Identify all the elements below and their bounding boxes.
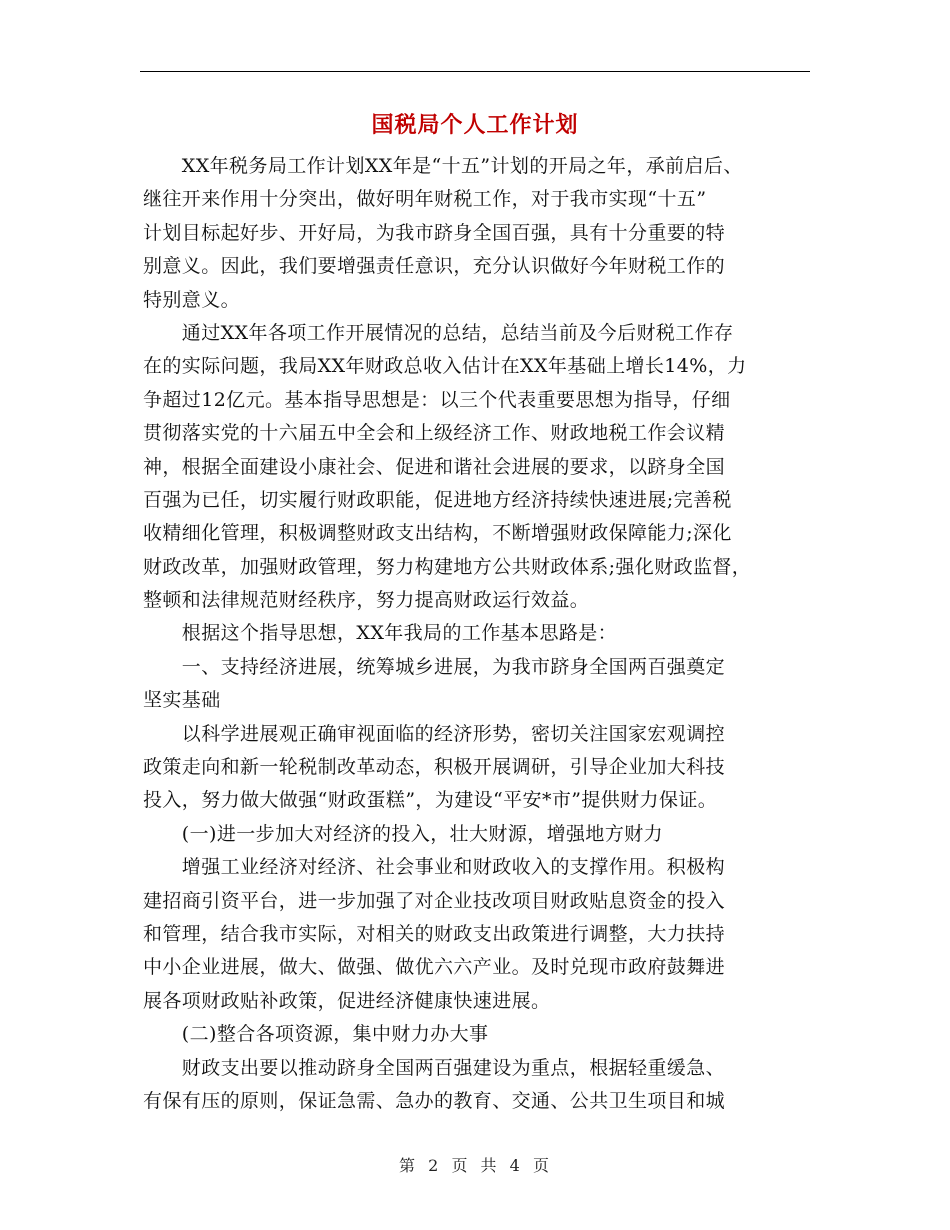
text-line: 和管理，结合我市实际，对相关的财政支出政策进行调整，大力扶持 <box>143 922 726 945</box>
text-line: 收精细化管理，积极调整财政支出结构，不断增强财政保障能力;深化 <box>143 522 732 545</box>
text-line: (一)进一步加大对经济的投入，壮大财源，增强地方财力 <box>143 822 664 845</box>
text-line: 一、支持经济进展，统筹城乡进展，为我市跻身全国两百强奠定 <box>143 655 726 678</box>
text-line: 通过XX年各项工作开展情况的总结，总结当前及今后财税工作存 <box>143 321 734 344</box>
text-line: 坚实基础 <box>143 689 221 712</box>
text-line: 特别意义。 <box>143 288 241 311</box>
text-line: 计划目标起好步、开好局，为我市跻身全国百强，具有十分重要的特 <box>143 221 726 244</box>
text-line: 百强为已任，切实履行财政职能，促进地方经济持续快速进展;完善税 <box>143 488 732 511</box>
text-line: XX年税务局工作计划XX年是“十五”计划的开局之年，承前启后、 <box>143 155 743 177</box>
footer-prefix: 第 <box>399 1156 418 1175</box>
text-line: 以科学进展观正确审视面临的经济形势，密切关注国家宏观调控 <box>143 722 726 745</box>
text-line: 整顿和法律规范财经秩序，努力提高财政运行效益。 <box>143 589 590 612</box>
text-line: 神，根据全面建设小康社会、促进和谐社会进展的要求，以跻身全国 <box>143 455 726 478</box>
footer-current-page: 2 <box>428 1156 441 1175</box>
text-line: (二)整合各项资源，集中财力办大事 <box>143 1023 489 1046</box>
header-rule <box>140 71 810 72</box>
text-line: 财政支出要以推动跻身全国两百强建设为重点，根据轻重缓急、 <box>143 1056 726 1079</box>
footer-suffix: 页 <box>532 1156 551 1175</box>
text-line: 有保有压的原则，保证急需、急办的教育、交通、公共卫生项目和城 <box>143 1089 726 1112</box>
text-line: 政策走向和新一轮税制改革动态，积极开展调研，引导企业加大科技 <box>143 756 726 779</box>
text-line: 继往开来作用十分突出，做好明年财税工作，对于我市实现“十五” <box>143 188 707 211</box>
document-title: 国税局个人工作计划 <box>371 113 579 138</box>
text-line: 争超过12亿元。基本指导思想是：以三个代表重要思想为指导，仔细 <box>143 388 731 411</box>
text-line: 在的实际问题，我局XX年财政总收入估计在XX年基础上增长14%，力 <box>143 355 747 378</box>
text-line: 财政改革，加强财政管理，努力构建地方公共财政体系;强化财政监督， <box>143 555 752 578</box>
page-footer <box>0 1153 950 1176</box>
text-line: 中小企业进展，做大、做强、做优六六产业。及时兑现市政府鼓舞进 <box>143 956 726 979</box>
footer-page-word: 页 <box>451 1156 470 1175</box>
footer-total-prefix: 共 <box>480 1156 499 1175</box>
text-line: 别意义。因此，我们要增强责任意识，充分认识做好今年财税工作的 <box>143 255 726 278</box>
text-line: 贯彻落实党的十六届五中全会和上级经济工作、财政地税工作会议精 <box>143 422 726 445</box>
text-line: 展各项财政贴补政策，促进经济健康快速进展。 <box>143 989 551 1012</box>
text-line: 建招商引资平台，进一步加强了对企业技改项目财政贴息资金的投入 <box>143 889 726 912</box>
text-line: 增强工业经济对经济、社会事业和财政收入的支撑作用。积极构 <box>143 856 726 879</box>
text-line: 投入，努力做大做强“财政蛋糕”，为建设“平安*市”提供财力保证。 <box>143 789 718 812</box>
text-line: 根据这个指导思想，XX年我局的工作基本思路是： <box>143 622 618 645</box>
footer-total-pages: 4 <box>509 1156 522 1175</box>
document-body <box>143 150 843 1118</box>
